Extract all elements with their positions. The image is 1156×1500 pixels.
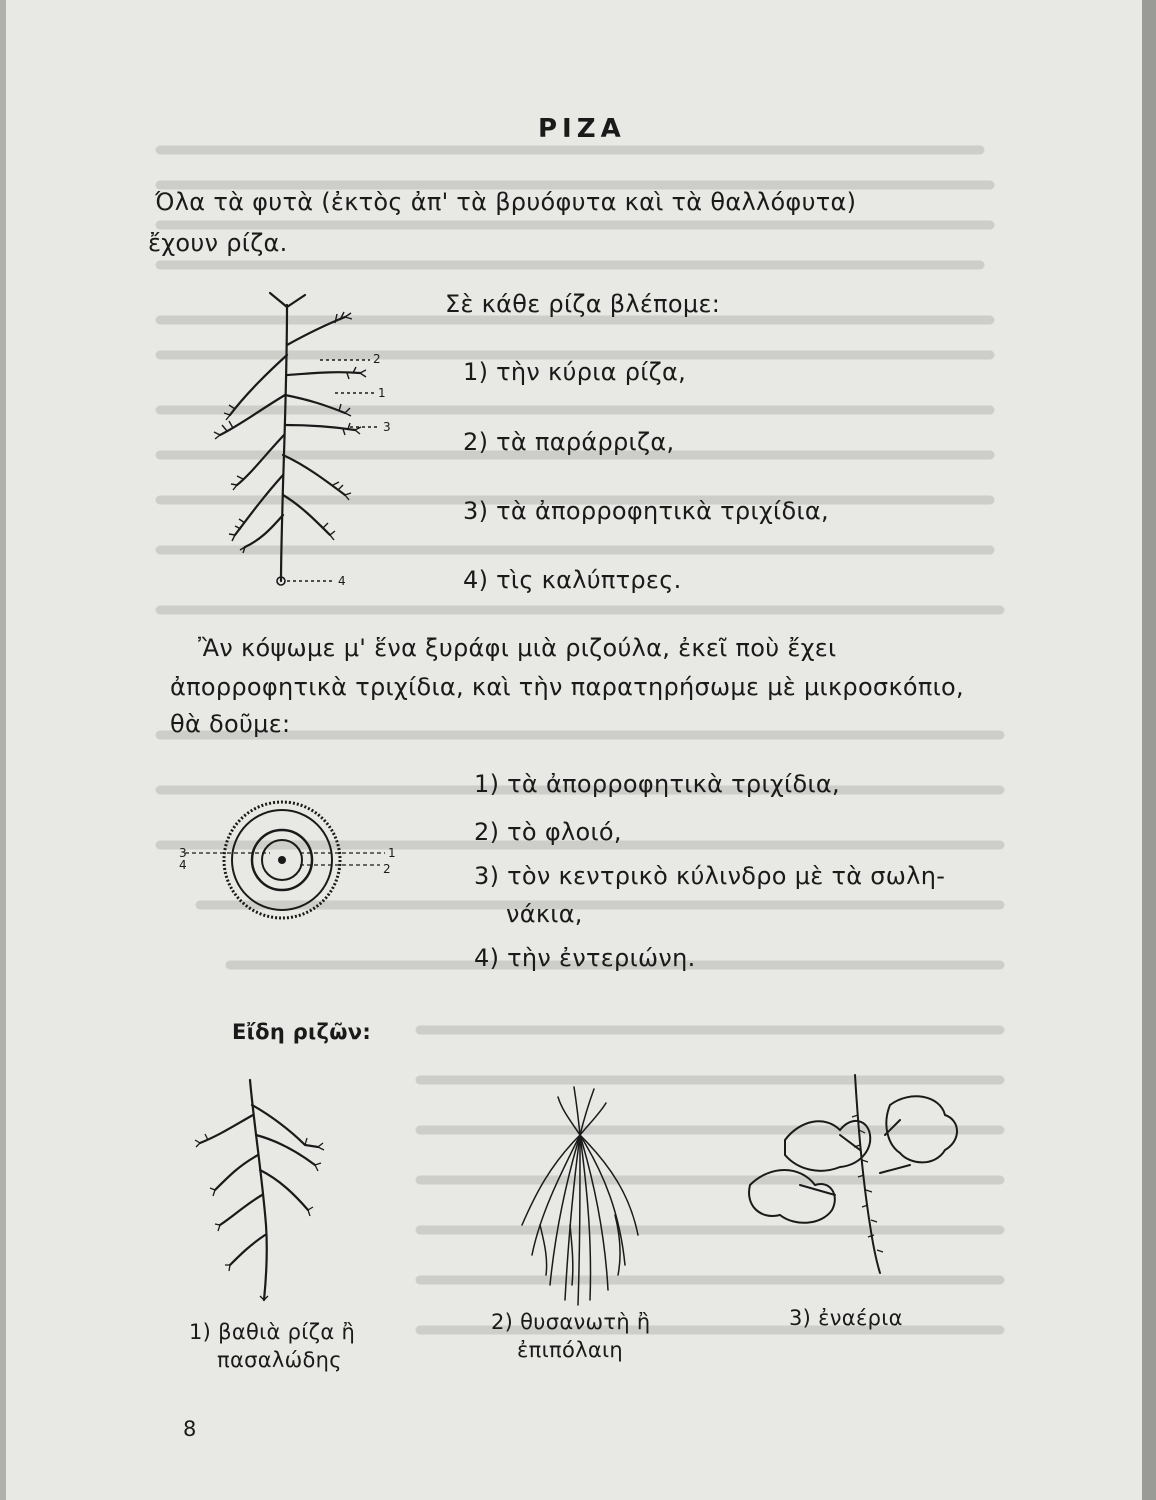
fibrous-root-figure [510,1085,650,1315]
page-number: 8 [183,1417,197,1441]
page-title: ΡΙΖΑ [538,114,626,144]
intro-line-2: ἔχουν ρίζα. [148,229,288,257]
part-item: 4) τὶς καλύπτρες. [463,566,682,594]
part-item: 1) τὴν κύρια ρίζα, [463,358,687,386]
cross-label-3: 3 [179,846,187,860]
cross-part-item: νάκια, [506,900,583,928]
cross-part-item: 2) τὸ φλοιό, [474,818,622,846]
root-type-2-line-2: ἐπιπόλαιη [517,1338,623,1362]
part-item: 3) τὰ ἀπορροφητικὰ τριχίδια, [463,497,829,525]
cross-label-1: 1 [388,846,396,860]
section-line-1: Ἂν κόψωμε μ' ἕνα ξυράφι μιὰ ριζούλα, ἐκεῖ ποὺ ἔχει [198,634,837,662]
cross-part-item: 1) τὰ ἀπορροφητικὰ τριχίδια, [474,770,840,798]
root-type-1-line-1: 1) βαθιὰ ρίζα ἢ [189,1320,356,1344]
types-heading: Εἴδη ριζῶν: [232,1020,372,1044]
cross-label-2: 2 [383,862,391,876]
aerial-root-figure [740,1075,1020,1275]
root-type-3: 3) ἐναέρια [789,1306,903,1330]
root-structure-figure [175,285,435,588]
root-type-1-line-2: πασαλώδης [217,1348,342,1372]
root-label-2: 2 [373,352,381,366]
cross-label-4: 4 [179,858,187,872]
root-label-1: 1 [378,386,386,400]
root-type-2-line-1: 2) θυσανωτὴ ἢ [491,1310,651,1334]
parts-heading: Σὲ κάθε ρίζα βλέπομε: [445,290,721,318]
section-line-2: ἀπορροφητικὰ τριχίδια, καὶ τὴν παρατηρήσωμε μὲ μικροσκόπιο, [170,673,964,701]
root-cross-section-figure [175,795,405,925]
section-line-3: θὰ δοῦμε: [170,710,291,738]
cross-part-item: 3) τὸν κεντρικὸ κύλινδρο μὲ τὰ σωλη- [474,862,946,890]
root-label-3: 3 [383,420,391,434]
intro-line-1: Όλα τὰ φυτὰ (ἐκτὸς ἀπ' τὰ βρυόφυτα καὶ τὰ θαλλόφυτα) [155,188,857,216]
part-item: 2) τὰ παράρριζα, [463,428,675,456]
root-label-4: 4 [338,574,346,588]
taproot-figure [190,1075,350,1305]
cross-part-item: 4) τὴν ἐντεριώνη. [474,944,696,972]
